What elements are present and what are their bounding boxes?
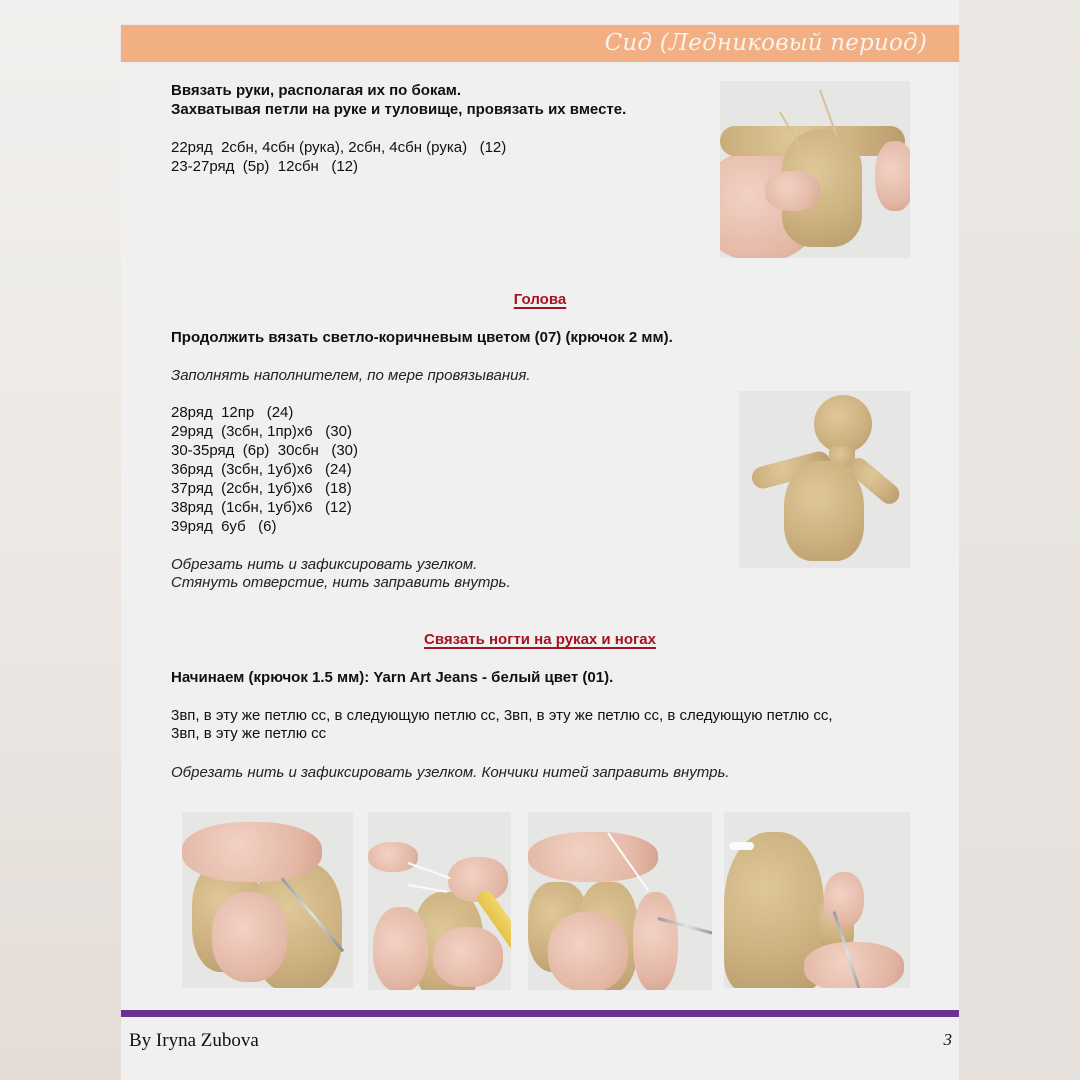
arms-instruction-1: Ввязать руки, располагая их по бокам.: [171, 82, 462, 99]
arms-instruction-2: Захватывая петли на руке и туловище, провязать их вместе.: [171, 101, 627, 118]
arms-photo: [720, 81, 910, 258]
head-row: 39ряд 6уб (6): [171, 518, 277, 535]
head-row: 29ряд (3сбн, 1пр)х6 (30): [171, 423, 352, 440]
nails-pattern-line-1: 3вп, в эту же петлю сс, в следующую петлю сс, 3вп, в эту же петлю сс, в следующую петлю сс,: [171, 707, 833, 724]
head-rows-list: [171, 403, 358, 536]
footer-divider: [121, 1010, 959, 1017]
background-right: [959, 0, 1080, 1080]
footer-author: By Iryna Zubova: [129, 1030, 259, 1051]
head-instruction: Продолжить вязать светло-коричневым цветом (07) (крючок 2 мм).: [171, 329, 673, 346]
header-banner: [121, 25, 959, 62]
page-title: Сид (Ледниковый период): [604, 30, 927, 56]
head-row: 30-35ряд (6р) 30сбн (30): [171, 442, 358, 459]
head-finish-note-2: Стянуть отверстие, нить заправить внутрь.: [171, 574, 511, 591]
nails-photo-4: [724, 812, 910, 988]
arms-row-23-27: 23-27ряд (5р) 12сбн (12): [171, 158, 358, 175]
nails-pattern-line-2: 3вп, в эту же петлю сс: [171, 725, 327, 742]
nails-photo-3: [528, 812, 712, 990]
head-row: 28ряд 12пр (24): [171, 404, 294, 421]
head-row: 37ряд (2сбн, 1уб)х6 (18): [171, 480, 352, 497]
head-row: 38ряд (1сбн, 1уб)х6 (12): [171, 499, 352, 516]
arms-row-22: 22ряд 2сбн, 4сбн (рука), 2сбн, 4сбн (рука) (12): [171, 139, 507, 156]
nails-photo-1: [182, 812, 353, 988]
head-heading: Голова: [513, 291, 567, 308]
head-finish-note-1: Обрезать нить и зафиксировать узелком.: [171, 556, 478, 573]
page-number: 3: [943, 1030, 952, 1049]
nails-instruction: Начинаем (крючок 1.5 мм): Yarn Art Jeans - белый цвет (01).: [171, 669, 614, 686]
head-row: 36ряд (3сбн, 1уб)х6 (24): [171, 461, 352, 478]
nails-finish-note: Обрезать нить и зафиксировать узелком. Кончики нитей заправить внутрь.: [171, 764, 730, 781]
nails-photo-2: [368, 812, 511, 990]
nails-heading: Связать ногти на руках и ногах: [424, 631, 656, 648]
head-photo: [739, 391, 910, 568]
head-stuffing-note: Заполнять наполнителем, по мере провязывания.: [171, 367, 531, 384]
pattern-page: [121, 0, 959, 1080]
background-left: [0, 0, 121, 1080]
